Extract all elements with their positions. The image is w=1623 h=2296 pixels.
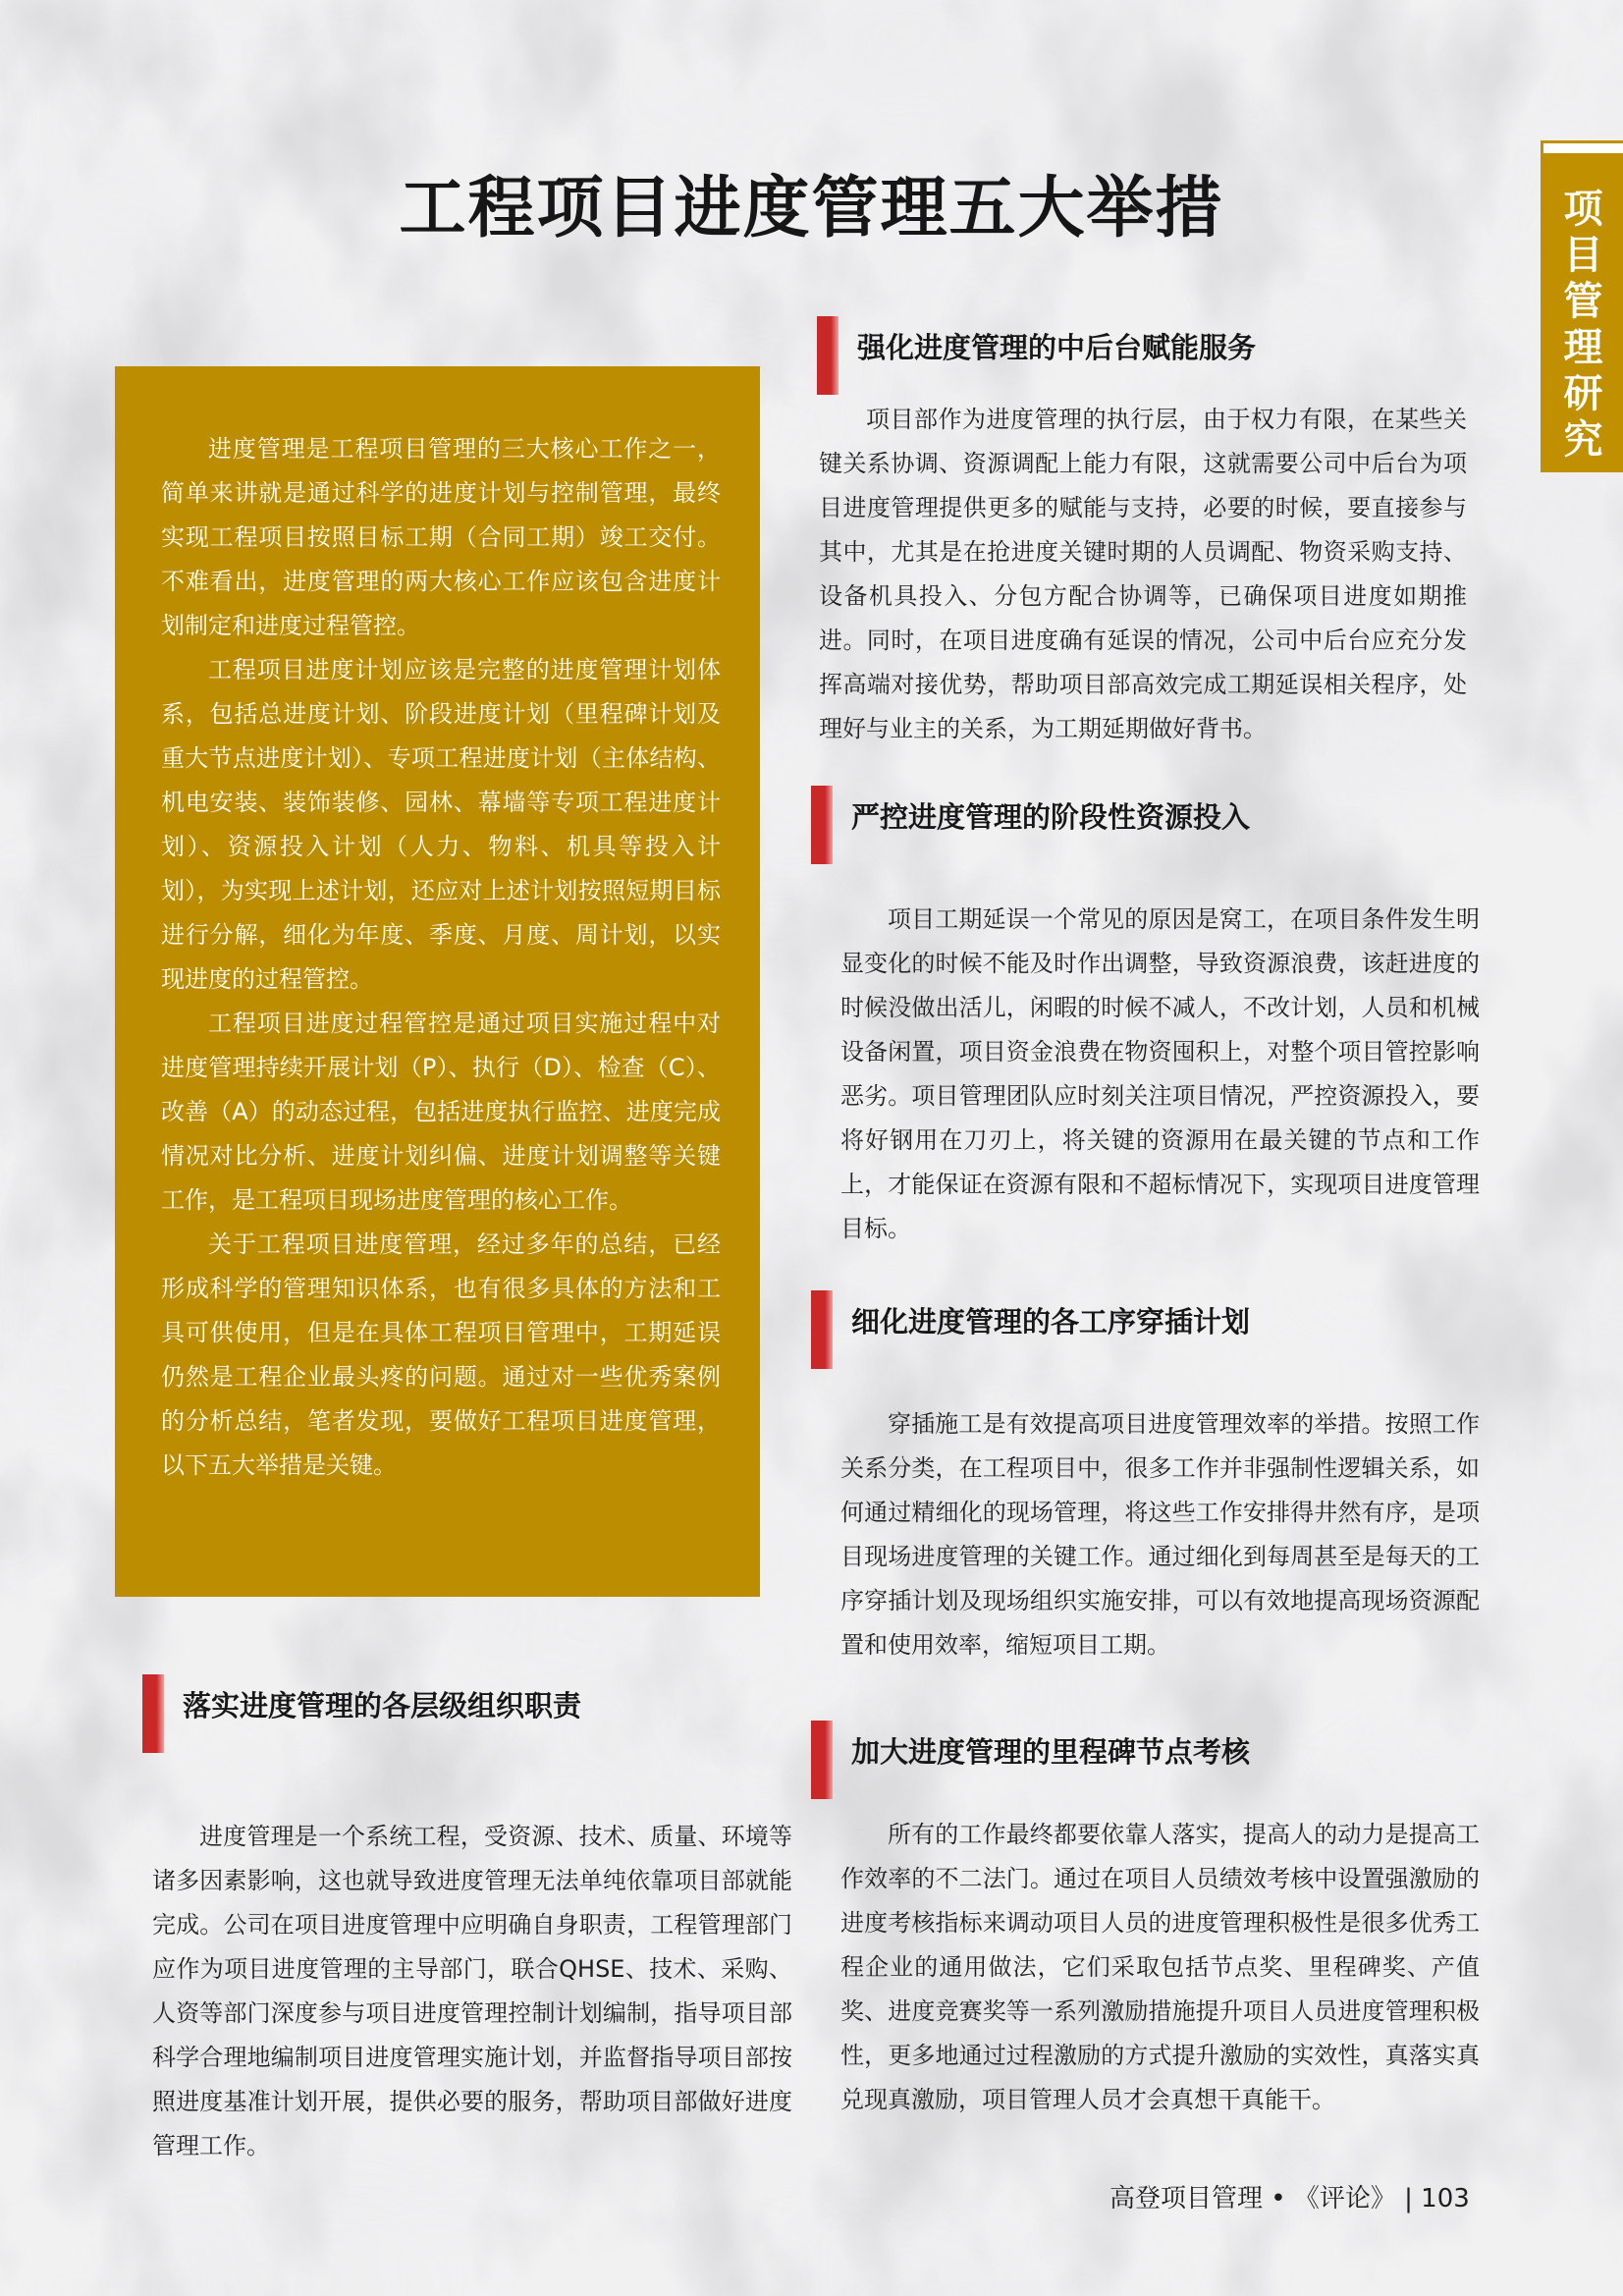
section-marker-bar (142, 1674, 164, 1753)
intro-box (115, 366, 760, 1597)
side-category-label: 项 目 管 理 研 究 (1563, 187, 1603, 463)
section-heading: 加大进度管理的里程碑节点考核 (851, 1735, 1251, 1769)
section-body: 穿插施工是有效提高项目进度管理效率的举措。按照工作关系分类，在工程项目中，很多工作并非强制性逻辑关系，如何通过精细化的现场管理，将这些工作安排得井然有序，是项目现场进度管理的关键工作。通过细化到每周甚至是每天的工序穿插计划及现场组织实施安排，可以有效地提高现场资源配置和使用效率，缩短项目工期。 (840, 1410, 1480, 1659)
section-marker-bar (811, 1721, 833, 1799)
intro-paragraph: 工程项目进度过程管控是通过项目实施过程中对进度管理持续开展计划（P）、执行（D）、检查（C）、改善（A）的动态过程，包括进度执行监控、进度完成情况对比分析、进度计划纠偏、进度计划调整等关键工作，是工程项目现场进度管理的核心工作。 (161, 1010, 721, 1214)
section-body: 项目工期延误一个常见的原因是窝工，在项目条件发生明显变化的时候不能及时作出调整，导致资源浪费，该赶进度的时候没做出活儿，闲暇的时候不减人，不改计划，人员和机械设备闲置，项目资金浪费在物资囤积上，对整个项目管控影响恶劣。项目管理团队应时刻关注项目情况，严控资源投入，要将好钢用在刀刃上，将关键的资源用在最关键的节点和工作上，才能保证在资源有限和不超标情况下，实现项目进度管理目标。 (840, 905, 1480, 1242)
section-heading: 细化进度管理的各工序穿插计划 (851, 1305, 1251, 1339)
section-heading: 落实进度管理的各层级组织职责 (183, 1689, 582, 1722)
section-marker-bar (817, 316, 839, 395)
section-marker-bar (811, 1290, 833, 1369)
page-footer: 高登项目管理 • 《评论》 | 103 (1109, 2184, 1470, 2214)
section-body: 项目部作为进度管理的执行层，由于权力有限，在某些关键关系协调、资源调配上能力有限，这就需要公司中后台为项目进度管理提供更多的赋能与支持，必要的时候，要直接参与其中，尤其是在抢进度关键时期的人员调配、物资采购支持、设备机具投入、分包方配合协调等，已确保项目进度如期推进。同时，在项目进度确有延误的情况，公司中后台应充分发挥高端对接优势，帮助项目部高效完成工期延误相关程序，处理好与业主的关系，为工期延期做好背书。 (819, 406, 1467, 742)
intro-paragraph: 工程项目进度计划应该是完整的进度管理计划体系，包括总进度计划、阶段进度计划（里程碑计划及重大节点进度计划）、专项工程进度计划（主体结构、机电安装、装饰装修、园林、幕墙等专项工程进度计划）、资源投入计划（人力、物料、机具等投入计划），为实现上述计划，还应对上述计划按照短期目标进行分解，细化为年度、季度、月度、周计划，以实现进度的过程管控。 (161, 656, 721, 993)
intro-paragraph: 关于工程项目进度管理，经过多年的总结，已经形成科学的管理知识体系，也有很多具体的方法和工具可供使用，但是在具体工程项目管理中，工期延误仍然是工程企业最头疼的问题。通过对一些优秀案例的分析总结，笔者发现，要做好工程项目进度管理，以下五大举措是关键。 (161, 1230, 721, 1479)
intro-paragraph: 进度管理是工程项目管理的三大核心工作之一，简单来讲就是通过科学的进度计划与控制管理，最终实现工程项目按照目标工期（合同工期）竣工交付。不难看出，进度管理的两大核心工作应该包含进度计划制定和进度过程管控。 (161, 435, 721, 639)
section-marker-bar (811, 786, 833, 864)
section-heading: 严控进度管理的阶段性资源投入 (851, 800, 1251, 834)
side-category-tab (1543, 143, 1623, 469)
intro-text (161, 427, 721, 1488)
section-body: 所有的工作最终都要依靠人落实，提高人的动力是提高工作效率的不二法门。通过在项目人员绩效考核中设置强激励的进度考核指标来调动项目人员的进度管理积极性是很多优秀工程企业的通用做法，它们采取包括节点奖、里程碑奖、产值奖、进度竞赛奖等一系列激励措施提升项目人员进度管理积极性，更多地通过过程激励的方式提升激励的实效性，真落实真兑现真激励，项目管理人员才会真想干真能干。 (840, 1821, 1480, 2113)
section-heading: 强化进度管理的中后台赋能服务 (857, 331, 1257, 364)
section-body: 进度管理是一个系统工程，受资源、技术、质量、环境等诸多因素影响，这也就导致进度管理无法单纯依靠项目部就能完成。公司在项目进度管理中应明确自身职责，工程管理部门应作为项目进度管理的主导部门，联合QHSE、技术、采购、人资等部门深度参与项目进度管理控制计划编制，指导项目部科学合理地编制项目进度管理实施计划，并监督指导项目部按照进度基准计划开展，提供必要的服务，帮助项目部做好进度管理工作。 (152, 1823, 792, 2159)
page-title: 工程项目进度管理五大举措 (399, 170, 1224, 247)
